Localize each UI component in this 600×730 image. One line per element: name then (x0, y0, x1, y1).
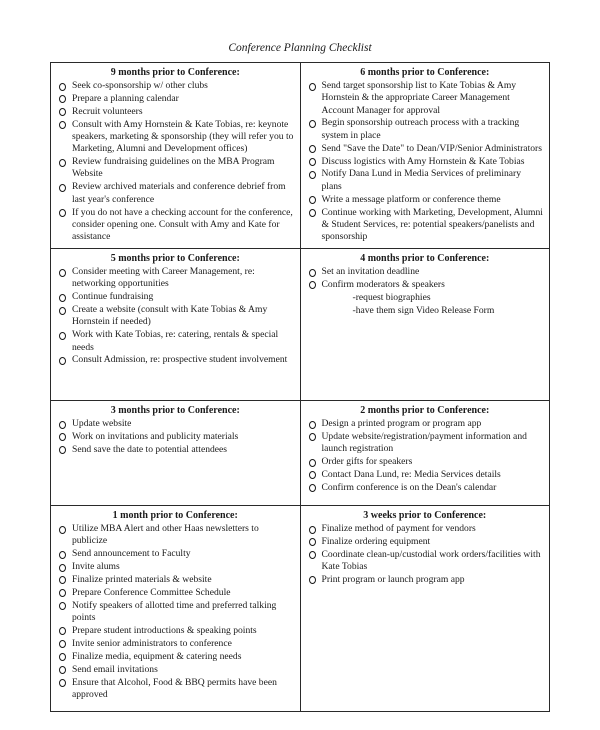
list-subitem: -have them sign Video Release Form (352, 304, 495, 316)
list-item (57, 431, 294, 443)
list-item-text: Begin sponsorship outreach process with a tracking system in place (321, 117, 520, 141)
circle-bullet-icon (59, 666, 66, 674)
circle-bullet-icon (59, 589, 66, 597)
circle-bullet-icon (59, 307, 66, 315)
circle-bullet-icon (59, 640, 66, 648)
list-item-text: Review fundraising guidelines on the MBA Program Website (72, 156, 275, 180)
circle-bullet-icon (309, 158, 316, 166)
list-item (307, 80, 544, 117)
list-item-text: Prepare student introductions & speaking points (72, 624, 257, 636)
list-item-text: Confirm moderators & speakers (321, 278, 445, 290)
list-item-text: Continue fundraising (72, 291, 154, 303)
checklist-items (57, 80, 294, 243)
cell-heading: 4 months prior to Conference: (360, 253, 490, 265)
list-item-text: Finalize method of payment for vendors (321, 523, 476, 535)
list-item-text: Consider meeting with Career Management, re: networking opportunities (72, 266, 255, 290)
cell-heading: 3 months prior to Conference: (110, 405, 240, 417)
table-row (51, 401, 550, 506)
list-item (57, 156, 294, 181)
list-item (307, 482, 544, 494)
list-item (57, 574, 294, 586)
list-item-text: Work with Kate Tobias, re: catering, rentals & special needs (72, 329, 279, 353)
list-item (57, 523, 294, 548)
list-item-text: Notify speakers of allotted time and preferred talking points (72, 599, 277, 624)
circle-bullet-icon (59, 159, 66, 167)
list-item (57, 329, 294, 354)
list-item (307, 117, 544, 142)
circle-bullet-icon (309, 471, 316, 479)
circle-bullet-icon (59, 184, 66, 192)
circle-bullet-icon (59, 332, 66, 340)
list-item (57, 548, 294, 560)
circle-bullet-icon (309, 576, 316, 584)
circle-bullet-icon (309, 538, 316, 546)
cell-heading: 5 months prior to Conference: (110, 253, 240, 265)
circle-bullet-icon (59, 209, 66, 217)
checklist-items (57, 523, 294, 701)
circle-bullet-icon (59, 446, 66, 454)
cell-heading: 6 months prior to Conference: (360, 67, 490, 78)
list-item (307, 194, 544, 206)
checklist-items (307, 418, 544, 494)
list-item-text: Review archived materials and conference debrief from last year's conference (72, 181, 286, 205)
cell-4-months (300, 249, 550, 401)
list-item (57, 444, 294, 456)
list-item (57, 106, 294, 118)
list-item-text: Update website/registration/payment information and launch registration (321, 430, 527, 455)
list-item-text: Invite senior administrators to conference (72, 637, 232, 649)
list-item-text: Consult Admission, re: prospective student involvement (72, 354, 288, 366)
circle-bullet-icon (309, 281, 316, 289)
circle-bullet-icon (309, 484, 316, 492)
list-item-text: Confirm conference is on the Dean's calendar (321, 481, 497, 493)
list-item-text: Write a message platform or conference theme (321, 193, 501, 205)
list-item-text: Ensure that Alcohol, Food & BBQ permits have been approved (72, 676, 277, 700)
list-item (307, 574, 544, 586)
list-item (57, 354, 294, 366)
list-item (307, 469, 544, 481)
cell-1-month (51, 506, 301, 712)
list-item-text: Finalize media, equipment & catering needs (72, 650, 242, 662)
list-item-text: Finalize printed materials & website (72, 573, 212, 585)
table-row (51, 506, 550, 712)
cell-9-months (51, 63, 301, 249)
list-item-text: Send announcement to Faculty (72, 548, 191, 560)
list-item-text: Coordinate clean-up/custodial work orders/facilities with Kate Tobias (321, 548, 541, 573)
cell-3-months (51, 401, 301, 506)
circle-bullet-icon (59, 653, 66, 661)
list-item (57, 266, 294, 291)
circle-bullet-icon (59, 83, 66, 91)
checklist-items (307, 523, 544, 586)
cell-heading: 9 months prior to Conference: (110, 67, 240, 78)
circle-bullet-icon (309, 196, 316, 204)
list-item-text: Invite alums (72, 561, 120, 573)
list-item-text: Send "Save the Date" to Dean/VIP/Senior Administrators (321, 142, 542, 154)
list-item (307, 523, 544, 535)
circle-bullet-icon (59, 627, 66, 635)
list-item (307, 456, 544, 468)
circle-bullet-icon (309, 421, 316, 429)
circle-bullet-icon (309, 120, 316, 128)
list-item (57, 181, 294, 206)
list-item-text: Design a printed program or program app (321, 418, 482, 430)
circle-bullet-icon (309, 171, 316, 179)
list-item (57, 600, 294, 625)
table-row (51, 249, 550, 401)
list-item (307, 536, 544, 548)
list-item (307, 168, 544, 193)
list-item (307, 549, 544, 574)
cell-3-weeks (300, 506, 550, 712)
circle-bullet-icon (309, 526, 316, 534)
circle-bullet-icon (59, 95, 66, 103)
list-item-text: Continue working with Marketing, Development, Alumni & Student Services, re: potential speakers/panelists and sponsorship (321, 206, 543, 243)
list-item-text: Recruit volunteers (72, 105, 143, 117)
circle-bullet-icon (59, 433, 66, 441)
circle-bullet-icon (59, 294, 66, 302)
circle-bullet-icon (309, 83, 316, 91)
list-item (57, 677, 294, 702)
list-item-text: Contact Dana Lund, re: Media Services details (321, 468, 501, 480)
list-item (57, 93, 294, 105)
list-item (57, 664, 294, 676)
list-item-text: Utilize MBA Alert and other Haas newsletters to publicize (72, 523, 259, 547)
list-item (57, 291, 294, 303)
table-row (51, 63, 550, 249)
circle-bullet-icon (59, 526, 66, 534)
circle-bullet-icon (309, 209, 316, 217)
circle-bullet-icon (309, 551, 316, 559)
list-item (307, 431, 544, 456)
list-item-text: Order gifts for speakers (321, 456, 413, 468)
cell-heading: 2 months prior to Conference: (360, 405, 490, 417)
list-item (307, 143, 544, 155)
circle-bullet-icon (309, 433, 316, 441)
list-item (57, 625, 294, 637)
circle-bullet-icon (309, 269, 316, 277)
list-item (307, 207, 544, 244)
circle-bullet-icon (59, 357, 66, 365)
cell-heading: 3 weeks prior to Conference: (363, 510, 487, 522)
circle-bullet-icon (59, 269, 66, 277)
list-item-text: Create a website (consult with Kate Tobias & Amy Hornstein if needed) (72, 304, 268, 328)
circle-bullet-icon (59, 564, 66, 572)
list-item (307, 156, 544, 168)
list-item (57, 304, 294, 329)
list-item-text: If you do not have a checking account for the conference, consider opening one. Consult with Amy and Kate for assistance (72, 206, 293, 243)
list-item-text: Seek co-sponsorship w/ other clubs (72, 80, 208, 91)
list-item (307, 279, 544, 291)
list-item-text: Notify Dana Lund in Media Services of preliminary plans (321, 168, 522, 192)
list-item-text: Send email invitations (72, 663, 158, 675)
cell-heading: 1 month prior to Conference: (112, 510, 238, 522)
cell-6-months (300, 63, 550, 249)
list-item-text: Print program or launch program app (321, 573, 465, 585)
cell-5-months (51, 249, 301, 401)
list-item (307, 266, 544, 278)
list-subitem: -request biographies (352, 291, 431, 303)
circle-bullet-icon (59, 679, 66, 687)
checklist-items (57, 418, 294, 456)
list-item (57, 119, 294, 156)
circle-bullet-icon (59, 602, 66, 610)
list-item-text: Work on invitations and publicity materials (72, 430, 239, 442)
list-item (57, 561, 294, 573)
circle-bullet-icon (59, 421, 66, 429)
list-item-text: Prepare Conference Committee Schedule (72, 586, 231, 598)
circle-bullet-icon (59, 121, 66, 129)
list-item-text: Send save the date to potential attendees (72, 443, 228, 455)
circle-bullet-icon (59, 551, 66, 559)
cell-2-months (300, 401, 550, 506)
list-item-text: Send target sponsorship list to Kate Tobias & Amy Hornstein & the appropriate Career Management Account Manager for approval (321, 80, 517, 116)
checklist-items (57, 266, 294, 367)
checklist-items (307, 266, 544, 317)
list-item (307, 418, 544, 430)
list-item (57, 418, 294, 430)
list-item (57, 80, 294, 92)
circle-bullet-icon (59, 108, 66, 116)
list-item-text: Discuss logistics with Amy Hornstein & Kate Tobias (321, 155, 525, 167)
list-item-text: Finalize ordering equipment (321, 535, 431, 547)
circle-bullet-icon (59, 576, 66, 584)
circle-bullet-icon (309, 145, 316, 153)
list-item (57, 638, 294, 650)
document-title: Conference Planning Checklist (228, 42, 372, 54)
checklist-items (307, 80, 544, 243)
circle-bullet-icon (309, 459, 316, 467)
list-item-text: Set an invitation deadline (321, 266, 420, 278)
list-item (57, 207, 294, 244)
checklist-table (50, 62, 550, 712)
list-item (57, 651, 294, 663)
list-item (57, 587, 294, 599)
list-item-text: Consult with Amy Hornstein & Kate Tobias, re: keynote speakers, marketing & sponsorship (they will refer you to Marketing, Alumni and Development offices) (72, 118, 294, 155)
list-item-text: Update website (72, 418, 132, 430)
list-item-text: Prepare a planning calendar (72, 92, 179, 104)
